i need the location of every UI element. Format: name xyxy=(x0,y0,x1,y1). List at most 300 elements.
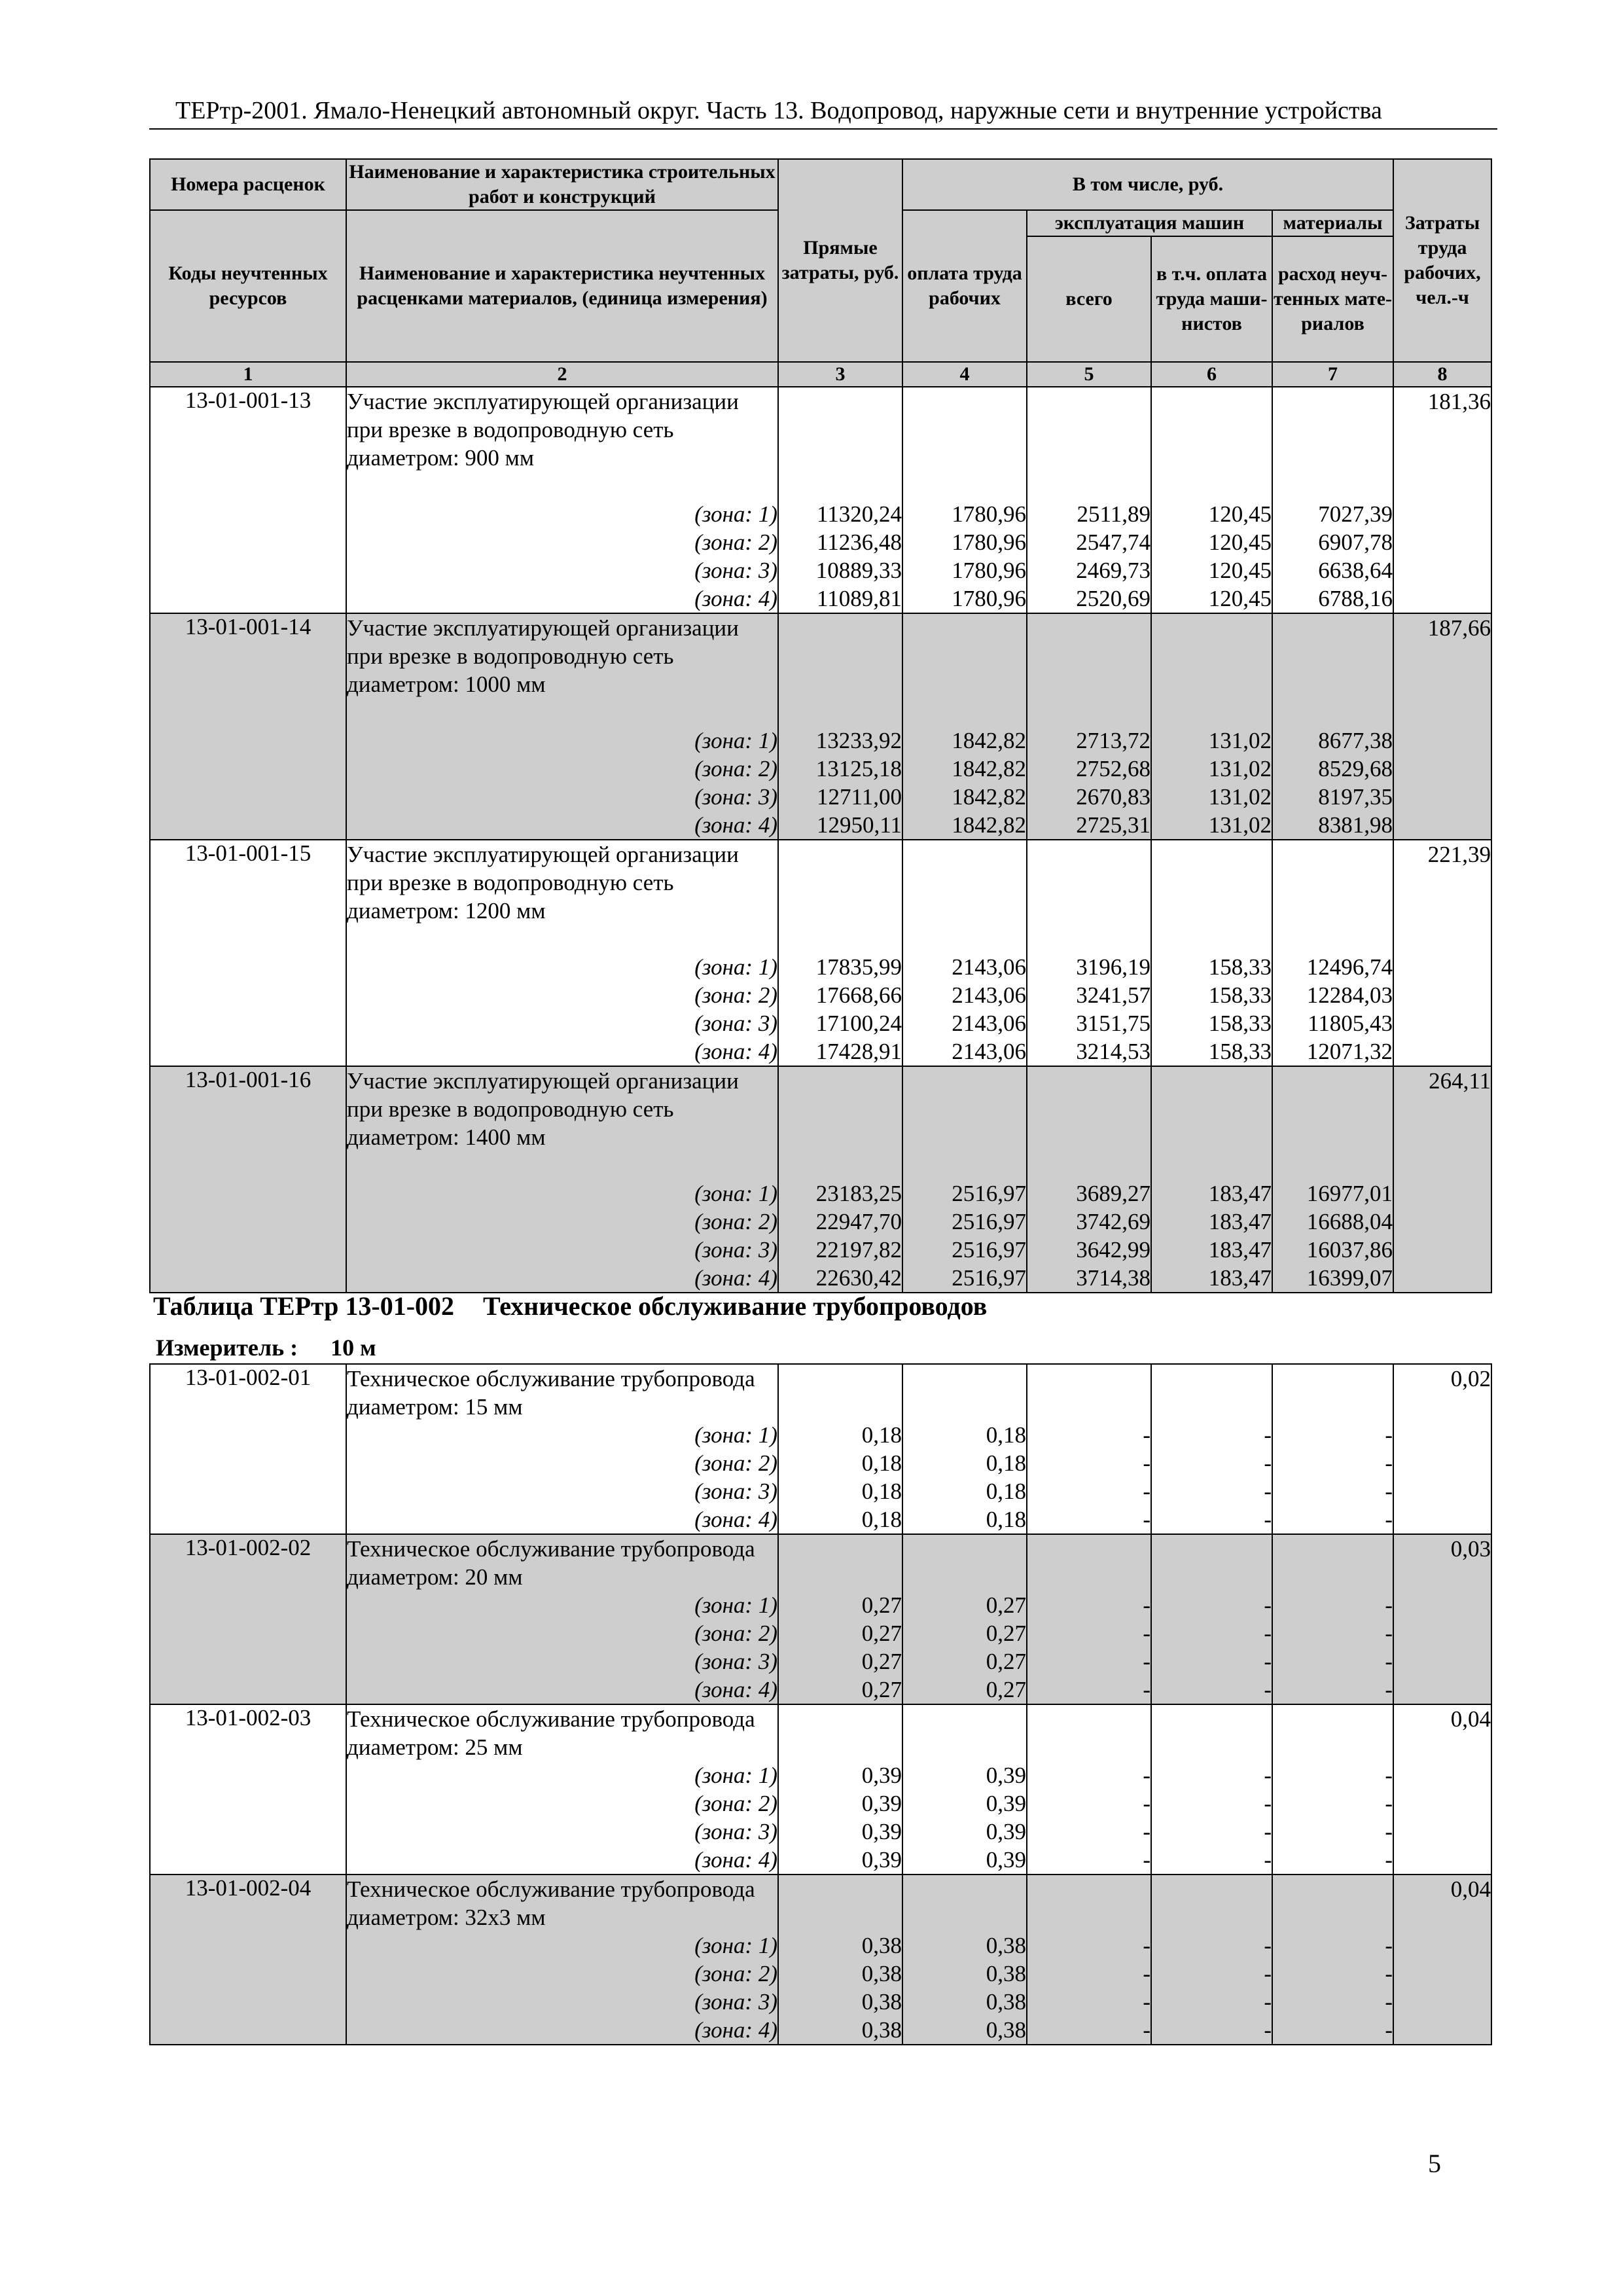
value-cell-wage xyxy=(902,1066,1027,1293)
zone-label: (зона: 3) xyxy=(694,1237,777,1263)
labor-cell xyxy=(1393,1704,1491,1874)
wage-value: 2143,06 xyxy=(952,1039,1026,1064)
mat-value: 6907,78 xyxy=(1318,529,1393,555)
mach-wage-value: 131,02 xyxy=(1208,756,1272,781)
column-number: 4 xyxy=(902,362,1027,387)
zone-label: (зона: 2) xyxy=(694,756,777,781)
mat-value: - xyxy=(1385,1479,1393,1504)
mach-value: - xyxy=(1143,1989,1150,2015)
mat-value: 16037,86 xyxy=(1306,1237,1393,1263)
mach-wage-value: 158,33 xyxy=(1208,954,1272,980)
direct-value: 13125,18 xyxy=(815,756,902,781)
direct-value: 17668,66 xyxy=(815,982,902,1008)
rate-description-cell xyxy=(346,1364,778,1534)
mach-value: - xyxy=(1143,1479,1150,1504)
header-resource-codes: Коды неучтенных ресурсов xyxy=(150,210,346,362)
rate-row xyxy=(150,387,1491,613)
rate-code: 13-01-001-13 xyxy=(150,387,346,613)
rate-description: Техническое обслуживание трубопровода диаметром: 15 мм xyxy=(347,1366,755,1420)
direct-value: 0,38 xyxy=(861,1933,902,1958)
value-cell-mach-wage xyxy=(1151,1704,1272,1874)
value-cell-mach xyxy=(1027,387,1151,613)
table2-title xyxy=(153,1291,987,1321)
rate-description-cell xyxy=(346,1066,778,1293)
value-cell-mach-wage xyxy=(1151,1534,1272,1704)
rate-code: 13-01-001-14 xyxy=(150,613,346,840)
mach-value: 2547,74 xyxy=(1076,529,1150,555)
value-cell-mach xyxy=(1027,1874,1151,2045)
zone-label: (зона: 2) xyxy=(694,1621,777,1646)
value-cell-mach xyxy=(1027,1066,1151,1293)
rate-description: Техническое обслуживание трубопровода диаметром: 25 мм xyxy=(347,1706,755,1760)
labor-value: 0,02 xyxy=(1450,1366,1491,1391)
mach-value: 3241,57 xyxy=(1076,982,1150,1008)
rate-row xyxy=(150,613,1491,840)
zone-label: (зона: 3) xyxy=(694,1819,777,1844)
column-number: 2 xyxy=(346,362,778,387)
wage-value: 0,39 xyxy=(986,1847,1026,1873)
wage-value: 0,39 xyxy=(986,1819,1026,1844)
mat-value: 8381,98 xyxy=(1318,812,1393,838)
value-cell-mat xyxy=(1272,613,1393,840)
mach-value: - xyxy=(1143,1649,1150,1674)
value-cell-wage xyxy=(902,1534,1027,1704)
value-cell-mach xyxy=(1027,840,1151,1066)
wage-value: 0,38 xyxy=(986,1961,1026,1986)
mach-value: - xyxy=(1143,1791,1150,1816)
header-machinist-pay: в т.ч. оплата труда маши-нистов xyxy=(1151,236,1272,362)
mat-value: - xyxy=(1385,2017,1393,2043)
value-cell-direct xyxy=(778,387,902,613)
mach-wage-value: 158,33 xyxy=(1208,1039,1272,1064)
labor-cell xyxy=(1393,387,1491,613)
header-worker-pay: оплата труда рабочих xyxy=(902,210,1027,362)
wage-value: 0,38 xyxy=(986,2017,1026,2043)
value-cell-wage xyxy=(902,613,1027,840)
zone-label: (зона: 3) xyxy=(694,1479,777,1504)
mat-value: 12284,03 xyxy=(1306,982,1393,1008)
table2-label: Таблица ТЕРтр 13-01-002 xyxy=(153,1291,455,1321)
mach-value: - xyxy=(1143,1677,1150,1702)
mach-wage-value: - xyxy=(1264,1422,1272,1448)
direct-value: 0,39 xyxy=(861,1763,902,1788)
value-cell-direct xyxy=(778,1874,902,2045)
mat-value: 7027,39 xyxy=(1318,501,1393,527)
mach-wage-value: - xyxy=(1264,1763,1272,1788)
zone-label: (зона: 3) xyxy=(694,1011,777,1036)
rate-row xyxy=(150,840,1491,1066)
mat-value: 12496,74 xyxy=(1306,954,1393,980)
zone-label: (зона: 3) xyxy=(694,784,777,810)
labor-cell xyxy=(1393,840,1491,1066)
labor-value: 187,66 xyxy=(1427,615,1491,641)
mach-wage-value: - xyxy=(1264,1961,1272,1986)
value-cell-mach xyxy=(1027,1534,1151,1704)
direct-value: 0,38 xyxy=(861,2017,902,2043)
mach-value: 2752,68 xyxy=(1076,756,1150,781)
zone-label: (зона: 1) xyxy=(694,1763,777,1788)
mach-wage-value: - xyxy=(1264,1479,1272,1504)
rate-row xyxy=(150,1066,1491,1293)
header-work-name: Наименование и характеристика строительных работ и конструкций xyxy=(346,159,778,210)
value-cell-direct xyxy=(778,1364,902,1534)
value-cell-mach-wage xyxy=(1151,1066,1272,1293)
meter-value: 10 м xyxy=(330,1335,376,1361)
mach-value: 2670,83 xyxy=(1076,784,1150,810)
direct-value: 0,39 xyxy=(861,1819,902,1844)
mach-value: 3151,75 xyxy=(1076,1011,1150,1036)
header-labor: Затраты труда рабочих, чел.-ч xyxy=(1393,159,1491,362)
header-machine-operation: эксплуатация машин xyxy=(1027,210,1272,236)
direct-value: 17428,91 xyxy=(815,1039,902,1064)
mat-value: - xyxy=(1385,1422,1393,1448)
mat-value: - xyxy=(1385,1592,1393,1618)
wage-value: 2516,97 xyxy=(952,1209,1026,1234)
mach-wage-value: - xyxy=(1264,1989,1272,2015)
wage-value: 1842,82 xyxy=(952,728,1026,753)
mach-value: - xyxy=(1143,1763,1150,1788)
rates-table-1 xyxy=(149,158,1492,1293)
mach-wage-value: 120,45 xyxy=(1208,501,1272,527)
mach-value: - xyxy=(1143,1422,1150,1448)
value-cell-wage xyxy=(902,1364,1027,1534)
mach-value: - xyxy=(1143,1507,1150,1532)
value-cell-mat xyxy=(1272,1364,1393,1534)
mach-value: 3689,27 xyxy=(1076,1181,1150,1206)
value-cell-wage xyxy=(902,387,1027,613)
labor-value: 0,04 xyxy=(1450,1706,1491,1732)
mach-wage-value: 120,45 xyxy=(1208,586,1272,611)
rate-code: 13-01-002-03 xyxy=(150,1704,346,1874)
mach-value: 2725,31 xyxy=(1076,812,1150,838)
direct-value: 0,38 xyxy=(861,1961,902,1986)
running-header: ТЕРтр-2001. Ямало-Ненецкий автономный округ. Часть 13. Водопровод, наружные сети и внутренние устройства xyxy=(175,97,1382,124)
mat-value: 8529,68 xyxy=(1318,756,1393,781)
mach-wage-value: - xyxy=(1264,1677,1272,1702)
value-cell-mach xyxy=(1027,613,1151,840)
mach-wage-value: - xyxy=(1264,1649,1272,1674)
direct-value: 17835,99 xyxy=(815,954,902,980)
zone-label: (зона: 4) xyxy=(694,1847,777,1873)
mach-value: - xyxy=(1143,2017,1150,2043)
direct-value: 22630,42 xyxy=(815,1265,902,1291)
wage-value: 0,38 xyxy=(986,1933,1026,1958)
value-cell-mat xyxy=(1272,1874,1393,2045)
value-cell-direct xyxy=(778,1704,902,1874)
wage-value: 1780,96 xyxy=(952,529,1026,555)
mach-wage-value: 158,33 xyxy=(1208,1011,1272,1036)
zone-label: (зона: 4) xyxy=(694,1507,777,1532)
mach-wage-value: 183,47 xyxy=(1208,1209,1272,1234)
mach-value: 2713,72 xyxy=(1076,728,1150,753)
value-cell-mach-wage xyxy=(1151,840,1272,1066)
zone-label: (зона: 1) xyxy=(694,501,777,527)
rate-description: Участие эксплуатирующей организации при врезке в водопроводную сеть диаметром: 1400 мм xyxy=(347,1068,739,1150)
mach-wage-value: 131,02 xyxy=(1208,784,1272,810)
wage-value: 0,18 xyxy=(986,1450,1026,1476)
rates-table-2 xyxy=(149,1363,1492,2045)
column-number: 7 xyxy=(1272,362,1393,387)
rate-row xyxy=(150,1874,1491,2045)
zone-label: (зона: 2) xyxy=(694,1209,777,1234)
zone-label: (зона: 4) xyxy=(694,2017,777,2043)
zone-label: (зона: 1) xyxy=(694,954,777,980)
direct-value: 11089,81 xyxy=(817,586,902,611)
mat-value: - xyxy=(1385,1677,1393,1702)
zone-label: (зона: 1) xyxy=(694,1422,777,1448)
mach-value: 2520,69 xyxy=(1076,586,1150,611)
mach-wage-value: 183,47 xyxy=(1208,1237,1272,1263)
direct-value: 0,39 xyxy=(861,1847,902,1873)
zone-label: (зона: 4) xyxy=(694,1677,777,1702)
header-including: В том числе, руб. xyxy=(902,159,1393,210)
rate-code: 13-01-002-02 xyxy=(150,1534,346,1704)
wage-value: 2516,97 xyxy=(952,1181,1026,1206)
direct-value: 0,27 xyxy=(861,1621,902,1646)
mach-wage-value: - xyxy=(1264,1592,1272,1618)
zone-label: (зона: 2) xyxy=(694,1961,777,1986)
direct-value: 17100,24 xyxy=(815,1011,902,1036)
direct-value: 11236,48 xyxy=(817,529,902,555)
header-machine-total: всего xyxy=(1027,236,1151,362)
direct-value: 0,27 xyxy=(861,1649,902,1674)
zone-label: (зона: 2) xyxy=(694,1791,777,1816)
rate-code: 13-01-002-01 xyxy=(150,1364,346,1534)
mat-value: - xyxy=(1385,1847,1393,1873)
rate-description: Участие эксплуатирующей организации при врезке в водопроводную сеть диаметром: 900 мм xyxy=(347,389,739,471)
direct-value: 0,27 xyxy=(861,1677,902,1702)
wage-value: 1780,96 xyxy=(952,558,1026,583)
direct-value: 12711,00 xyxy=(817,784,902,810)
header-material-names: Наименование и характеристика неучтенных расценками материалов, (единица измерения) xyxy=(346,210,778,362)
zone-label: (зона: 1) xyxy=(694,1592,777,1618)
labor-value: 264,11 xyxy=(1429,1068,1491,1094)
mat-value: 16977,01 xyxy=(1306,1181,1393,1206)
wage-value: 0,27 xyxy=(986,1649,1026,1674)
rate-description-cell xyxy=(346,1874,778,2045)
mat-value: - xyxy=(1385,1621,1393,1646)
value-cell-mach-wage xyxy=(1151,613,1272,840)
mat-value: 11805,43 xyxy=(1308,1011,1393,1036)
rate-row xyxy=(150,1704,1491,1874)
direct-value: 22197,82 xyxy=(815,1237,902,1263)
wage-value: 1780,96 xyxy=(952,501,1026,527)
value-cell-mat xyxy=(1272,840,1393,1066)
direct-value: 0,18 xyxy=(861,1479,902,1504)
value-cell-direct xyxy=(778,840,902,1066)
direct-value: 13233,92 xyxy=(815,728,902,753)
wage-value: 0,39 xyxy=(986,1763,1026,1788)
rate-description: Техническое обслуживание трубопровода диаметром: 20 мм xyxy=(347,1536,755,1590)
wage-value: 1842,82 xyxy=(952,784,1026,810)
meter xyxy=(156,1334,376,1361)
mach-wage-value: 183,47 xyxy=(1208,1265,1272,1291)
zone-label: (зона: 3) xyxy=(694,1649,777,1674)
value-cell-mat xyxy=(1272,1534,1393,1704)
rate-code: 13-01-001-16 xyxy=(150,1066,346,1293)
direct-value: 11320,24 xyxy=(817,501,902,527)
mach-wage-value: - xyxy=(1264,1450,1272,1476)
wage-value: 0,39 xyxy=(986,1791,1026,1816)
mach-value: 2469,73 xyxy=(1076,558,1150,583)
zone-label: (зона: 2) xyxy=(694,1450,777,1476)
column-number: 1 xyxy=(150,362,346,387)
mach-value: 3742,69 xyxy=(1076,1209,1150,1234)
value-cell-direct xyxy=(778,1534,902,1704)
mach-wage-value: - xyxy=(1264,1507,1272,1532)
mat-value: 6788,16 xyxy=(1318,586,1393,611)
mach-wage-value: 183,47 xyxy=(1208,1181,1272,1206)
mach-value: - xyxy=(1143,1961,1150,1986)
rate-code: 13-01-002-04 xyxy=(150,1874,346,2045)
mat-value: - xyxy=(1385,1989,1393,2015)
wage-value: 1780,96 xyxy=(952,586,1026,611)
labor-value: 0,03 xyxy=(1450,1536,1491,1562)
wage-value: 2143,06 xyxy=(952,1011,1026,1036)
value-cell-mach xyxy=(1027,1704,1151,1874)
column-number: 8 xyxy=(1393,362,1491,387)
direct-value: 0,39 xyxy=(861,1791,902,1816)
mach-value: - xyxy=(1143,1592,1150,1618)
rate-description-cell xyxy=(346,1534,778,1704)
column-number: 3 xyxy=(778,362,902,387)
table2-name: Техническое обслуживание трубопроводов xyxy=(483,1291,988,1321)
wage-value: 0,18 xyxy=(986,1422,1026,1448)
page-number: 5 xyxy=(1428,2149,1441,2178)
value-cell-mach-wage xyxy=(1151,1364,1272,1534)
header-direct-costs: Прямые затраты, руб. xyxy=(778,159,902,362)
value-cell-direct xyxy=(778,613,902,840)
mat-value: 16688,04 xyxy=(1306,1209,1393,1234)
wage-value: 1842,82 xyxy=(952,756,1026,781)
mach-wage-value: - xyxy=(1264,2017,1272,2043)
rate-description-cell xyxy=(346,613,778,840)
mach-wage-value: 120,45 xyxy=(1208,558,1272,583)
value-cell-mach-wage xyxy=(1151,387,1272,613)
zone-label: (зона: 4) xyxy=(694,1039,777,1064)
mach-value: 3642,99 xyxy=(1076,1237,1150,1263)
zone-label: (зона: 1) xyxy=(694,728,777,753)
value-cell-mat xyxy=(1272,1066,1393,1293)
value-cell-wage xyxy=(902,840,1027,1066)
mach-wage-value: 131,02 xyxy=(1208,728,1272,753)
rate-description: Участие эксплуатирующей организации при врезке в водопроводную сеть диаметром: 1000 мм xyxy=(347,615,739,697)
rates-table-1-body xyxy=(150,387,1491,1293)
wage-value: 1842,82 xyxy=(952,812,1026,838)
rates-table-2-body xyxy=(150,1364,1491,2045)
direct-value: 22947,70 xyxy=(815,1209,902,1234)
rate-row xyxy=(150,1364,1491,1534)
labor-cell xyxy=(1393,1364,1491,1534)
mach-value: 3214,53 xyxy=(1076,1039,1150,1064)
zone-label: (зона: 4) xyxy=(694,586,777,611)
mach-value: - xyxy=(1143,1933,1150,1958)
labor-cell xyxy=(1393,1874,1491,2045)
rate-row xyxy=(150,1534,1491,1704)
mach-value: - xyxy=(1143,1621,1150,1646)
mat-value: 8677,38 xyxy=(1318,728,1393,753)
header-material-consumption: расход неуч-тенных мате-риалов xyxy=(1272,236,1393,362)
mach-value: 2511,89 xyxy=(1077,501,1150,527)
mat-value: - xyxy=(1385,1819,1393,1844)
zone-label: (зона: 2) xyxy=(694,529,777,555)
zone-label: (зона: 3) xyxy=(694,1989,777,2015)
rate-description-cell xyxy=(346,1704,778,1874)
mat-value: 16399,07 xyxy=(1306,1265,1393,1291)
zone-label: (зона: 4) xyxy=(694,1265,777,1291)
rate-description-cell xyxy=(346,840,778,1066)
zone-label: (зона: 1) xyxy=(694,1933,777,1958)
rate-code: 13-01-001-15 xyxy=(150,840,346,1066)
mat-value: - xyxy=(1385,1791,1393,1816)
mach-value: - xyxy=(1143,1847,1150,1873)
direct-value: 12950,11 xyxy=(817,812,902,838)
mach-value: - xyxy=(1143,1450,1150,1476)
wage-value: 0,38 xyxy=(986,1989,1026,2015)
zone-label: (зона: 1) xyxy=(694,1181,777,1206)
mat-value: - xyxy=(1385,1649,1393,1674)
wage-value: 2516,97 xyxy=(952,1237,1026,1263)
mat-value: 8197,35 xyxy=(1318,784,1393,810)
value-cell-mat xyxy=(1272,387,1393,613)
rate-description: Участие эксплуатирующей организации при врезке в водопроводную сеть диаметром: 1200 мм xyxy=(347,842,739,924)
zone-label: (зона: 3) xyxy=(694,558,777,583)
mat-value: - xyxy=(1385,1507,1393,1532)
meter-label: Измеритель : xyxy=(156,1335,298,1361)
zone-label: (зона: 4) xyxy=(694,812,777,838)
labor-cell xyxy=(1393,613,1491,840)
labor-cell xyxy=(1393,1534,1491,1704)
mach-wage-value: - xyxy=(1264,1791,1272,1816)
mach-wage-value: - xyxy=(1264,1621,1272,1646)
mat-value: - xyxy=(1385,1961,1393,1986)
mach-wage-value: - xyxy=(1264,1819,1272,1844)
direct-value: 23183,25 xyxy=(815,1181,902,1206)
mat-value: 6638,64 xyxy=(1318,558,1393,583)
labor-cell xyxy=(1393,1066,1491,1293)
mach-value: - xyxy=(1143,1819,1150,1844)
wage-value: 2143,06 xyxy=(952,954,1026,980)
wage-value: 0,27 xyxy=(986,1621,1026,1646)
wage-value: 0,18 xyxy=(986,1507,1026,1532)
column-number: 5 xyxy=(1027,362,1151,387)
mach-wage-value: - xyxy=(1264,1933,1272,1958)
mach-wage-value: 158,33 xyxy=(1208,982,1272,1008)
mach-wage-value: 120,45 xyxy=(1208,529,1272,555)
value-cell-wage xyxy=(902,1874,1027,2045)
mach-value: 3196,19 xyxy=(1076,954,1150,980)
direct-value: 0,18 xyxy=(861,1422,902,1448)
direct-value: 0,27 xyxy=(861,1592,902,1618)
wage-value: 2516,97 xyxy=(952,1265,1026,1291)
wage-value: 2143,06 xyxy=(952,982,1026,1008)
labor-value: 221,39 xyxy=(1427,842,1491,867)
mat-value: - xyxy=(1385,1450,1393,1476)
value-cell-wage xyxy=(902,1704,1027,1874)
value-cell-mat xyxy=(1272,1704,1393,1874)
mach-wage-value: 131,02 xyxy=(1208,812,1272,838)
header-materials: материалы xyxy=(1272,210,1393,236)
mach-value: 3714,38 xyxy=(1076,1265,1150,1291)
direct-value: 0,18 xyxy=(861,1507,902,1532)
direct-value: 0,18 xyxy=(861,1450,902,1476)
direct-value: 10889,33 xyxy=(815,558,902,583)
wage-value: 0,18 xyxy=(986,1479,1026,1504)
wage-value: 0,27 xyxy=(986,1592,1026,1618)
mach-wage-value: - xyxy=(1264,1847,1272,1873)
rate-description: Техническое обслуживание трубопровода диаметром: 32х3 мм xyxy=(347,1876,755,1930)
zone-label: (зона: 2) xyxy=(694,982,777,1008)
